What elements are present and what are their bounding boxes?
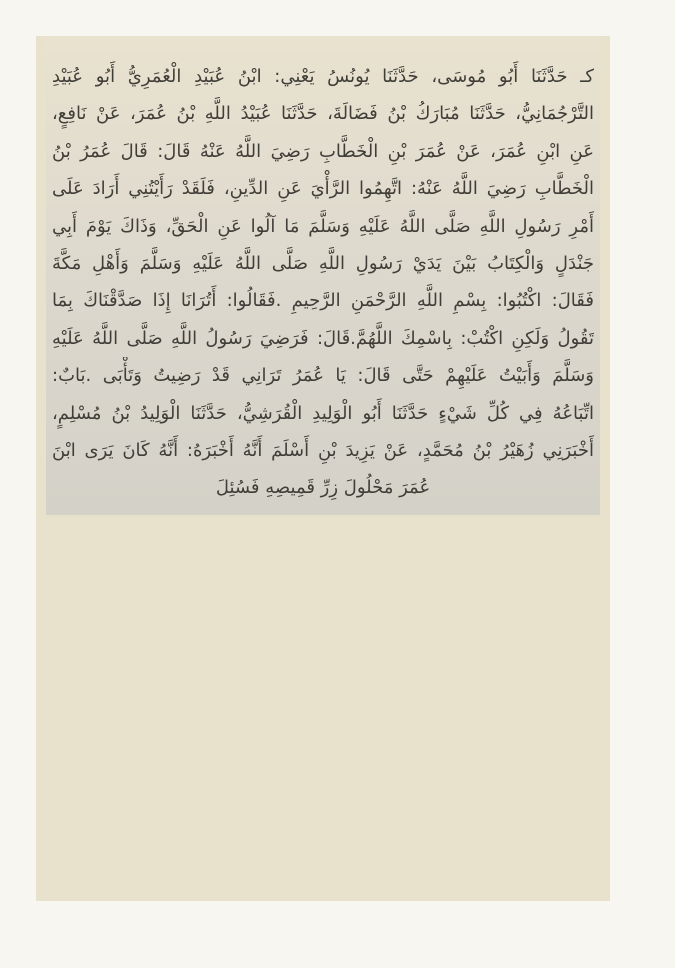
hadith-text-line: جَنْدَلٍ وَالْكِتَابُ بَيْنَ يَدَيْ رَسُولِ اللَّهِ صَلَّى اللَّهُ عَلَيْهِ وَسَلَّمَ وَأَهْلِ مَكَّةَ — [52, 252, 594, 274]
hadith-text-line: كـ حَدَّثَنَا أَبُو مُوسَى، حَدَّثَنَا يُونُسُ يَعْنِي: ابْنُ عُبَيْدِ الْعُمَرِيُّ أَبُو عُبَيْدِ — [52, 66, 594, 87]
hadith-text-line: فَقَالَ: اكْتُبُوا: بِسْمِ اللَّهِ الرَّحْمَنِ الرَّحِيمِ .فَقَالُوا: أَتُرَانَا إِذَا صَدَّقْنَاكَ بِمَا — [52, 290, 594, 312]
hadith-text-line-last: عُمَرَ مَحْلُولَ زِرِّ قَمِيصِهِ فَسُئِلَ — [215, 477, 431, 499]
hadith-text-line: تَقُولُ وَلَكِنِ اكْتُبْ: بِاسْمِكَ اللَّهُمَّ.قَالَ: فَرَضِيَ رَسُولُ اللَّهِ صَلَّى اللَّهُ عَلَيْهِ — [52, 327, 594, 349]
hadith-text-line: أَخْبَرَنِي زُهَيْرُ بْنُ مُحَمَّدٍ، عَنْ يَزِيدَ بْنِ أَسْلَمَ أَنَّهُ أَخْبَرَهُ: أَنَّهُ كَانَ يَرَى ابْنَ — [52, 439, 594, 461]
hadith-text-line: اتِّبَاعُهُ فِي كُلِّ شَيْءٍ حَدَّثَنَا أَبُو الْوَلِيدِ الْقُرَشِيُّ، حَدَّثَنَا الْوَلِيدُ بْنُ مُسْلِمٍ، — [52, 402, 594, 424]
hadith-text-line: وَسَلَّمَ وَأَبَيْتُ عَلَيْهِمْ حَتَّى قَالَ: يَا عُمَرُ تَرَانِي قَدْ رَضِيتُ وَتَأْبَى .بَابٌ: — [52, 365, 594, 387]
hadith-text-line: عَنِ ابْنِ عُمَرَ، عَنْ عُمَرَ بْنِ الْخَطَّابِ رَضِيَ اللَّهُ عَنْهُ قَالَ: قَالَ عُمَرُ بْنُ — [52, 140, 594, 162]
hadith-text-line: التَّرْجُمَانِيُّ، حَدَّثَنَا مُبَارَكُ بْنُ فَضَالَةَ، حَدَّثَنَا عُبَيْدُ اللَّهِ بْنُ عُمَرَ، عَنْ نَافِعٍ، — [52, 103, 594, 125]
hadith-text-line: الْخَطَّابِ رَضِيَ اللَّهُ عَنْهُ: اتَّهِمُوا الرَّأْيَ عَنِ الدِّينِ، فَلَقَدْ رَأَيْتُنِي أَرَادَ عَلَى — [52, 178, 594, 200]
book-page[interactable] — [36, 36, 610, 901]
hadith-text-line: أَمْرِ رَسُولِ اللَّهِ صَلَّى اللَّهُ عَلَيْهِ وَسَلَّمَ مَا آلُوا عَنِ الْحَقِّ، وَذَاكَ يَوْمَ أَبِي — [52, 215, 594, 237]
selected-text-region[interactable] — [46, 36, 600, 515]
